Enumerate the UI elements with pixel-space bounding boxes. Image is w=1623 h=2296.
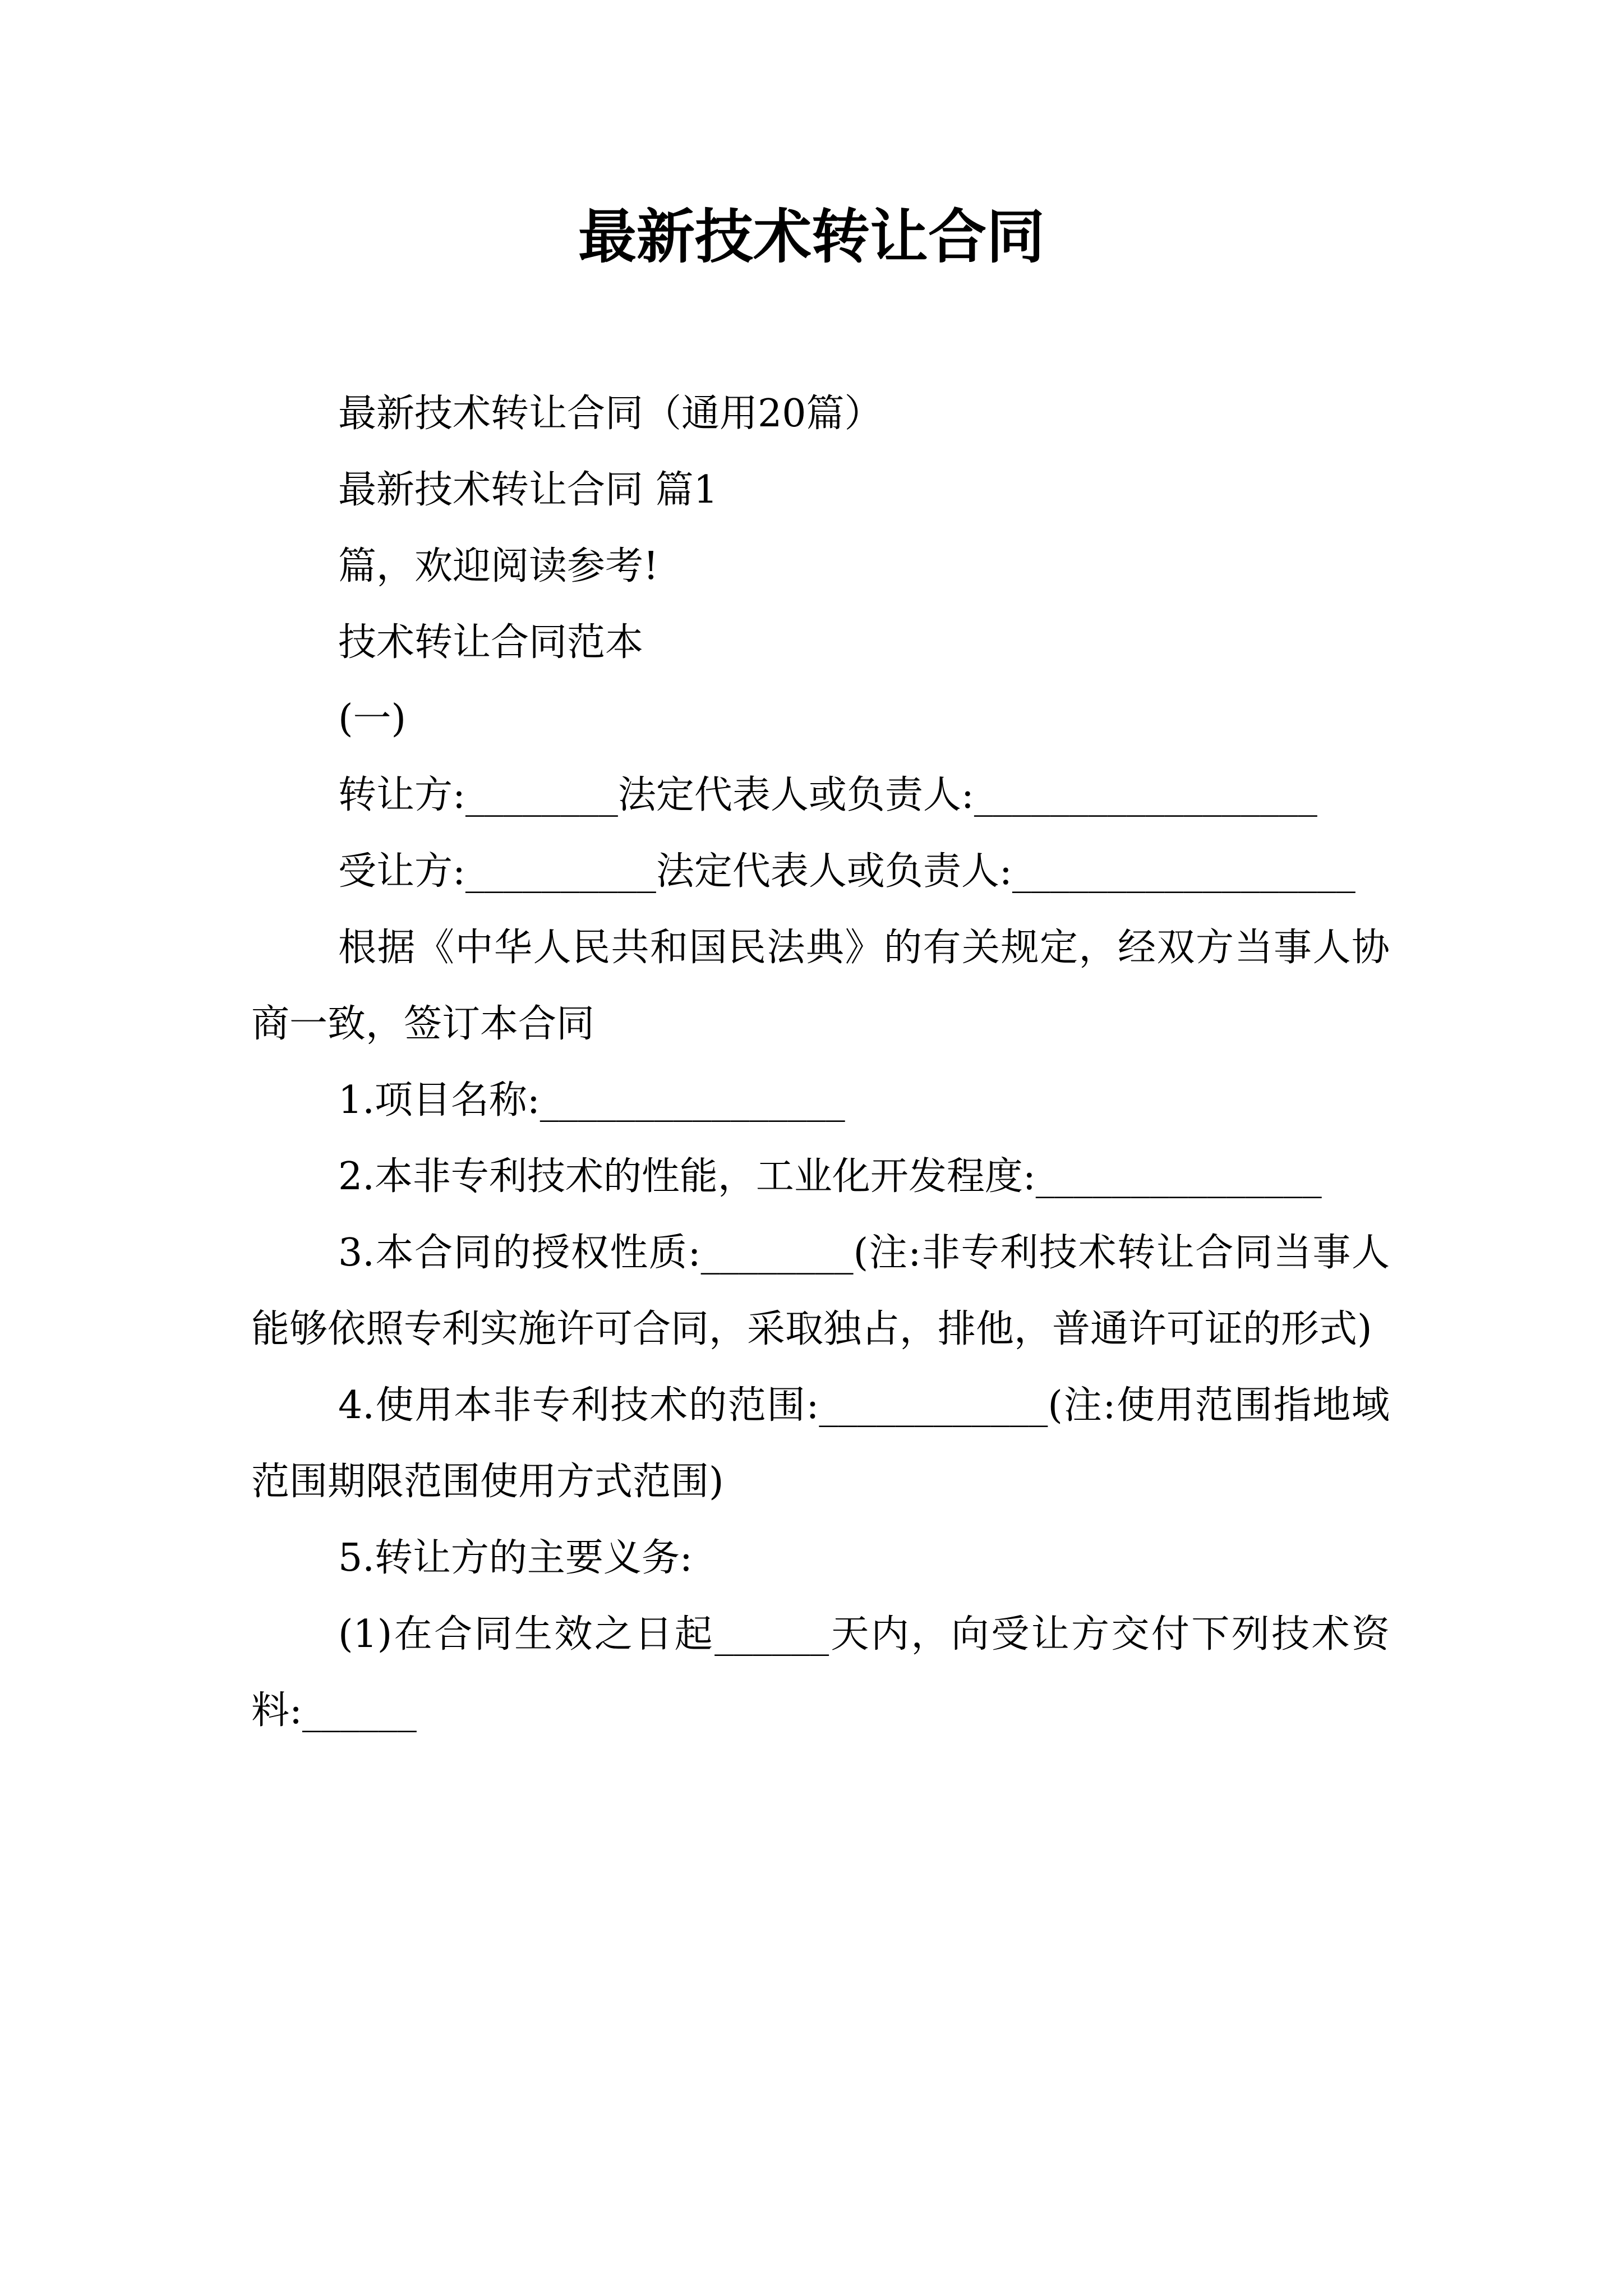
- paragraph: 1.项目名称:________________: [338, 1078, 845, 1122]
- paragraph: 转让方:________法定代表人或负责人:__________________: [338, 773, 1317, 817]
- document-body: [251, 376, 1390, 1749]
- paragraph: 3.本合同的授权性质:________(注:非专利技术转让合同当事人能够依照专利实施许可合同，采取独占，排他，普通许可证的形式): [251, 1231, 1390, 1351]
- paragraph: 4.使用本非专利技术的范围:____________(注:使用范围指地域范围期限范围使用方式范围): [251, 1383, 1390, 1504]
- paragraph: 最新技术转让合同（通用20篇）: [338, 392, 883, 436]
- paragraph: 最新技术转让合同 篇1: [338, 468, 718, 512]
- paragraph: 5.转让方的主要义务:: [338, 1536, 693, 1580]
- document-title: 最新技术转让合同: [578, 202, 1045, 271]
- paragraph: 技术转让合同范本: [338, 620, 644, 665]
- paragraph: 受让方:__________法定代表人或负责人:__________________: [338, 849, 1355, 894]
- paragraph: 根据《中华人民共和国民法典》的有关规定，经双方当事人协商一致，签订本合同: [251, 926, 1390, 1046]
- paragraph: 篇，欢迎阅读参考!: [338, 544, 659, 588]
- paragraph: (1)在合同生效之日起______天内，向受让方交付下列技术资料:______: [251, 1612, 1390, 1733]
- paragraph: 2.本非专利技术的性能，工业化开发程度:_______________: [338, 1154, 1322, 1199]
- paragraph: (一): [338, 697, 407, 741]
